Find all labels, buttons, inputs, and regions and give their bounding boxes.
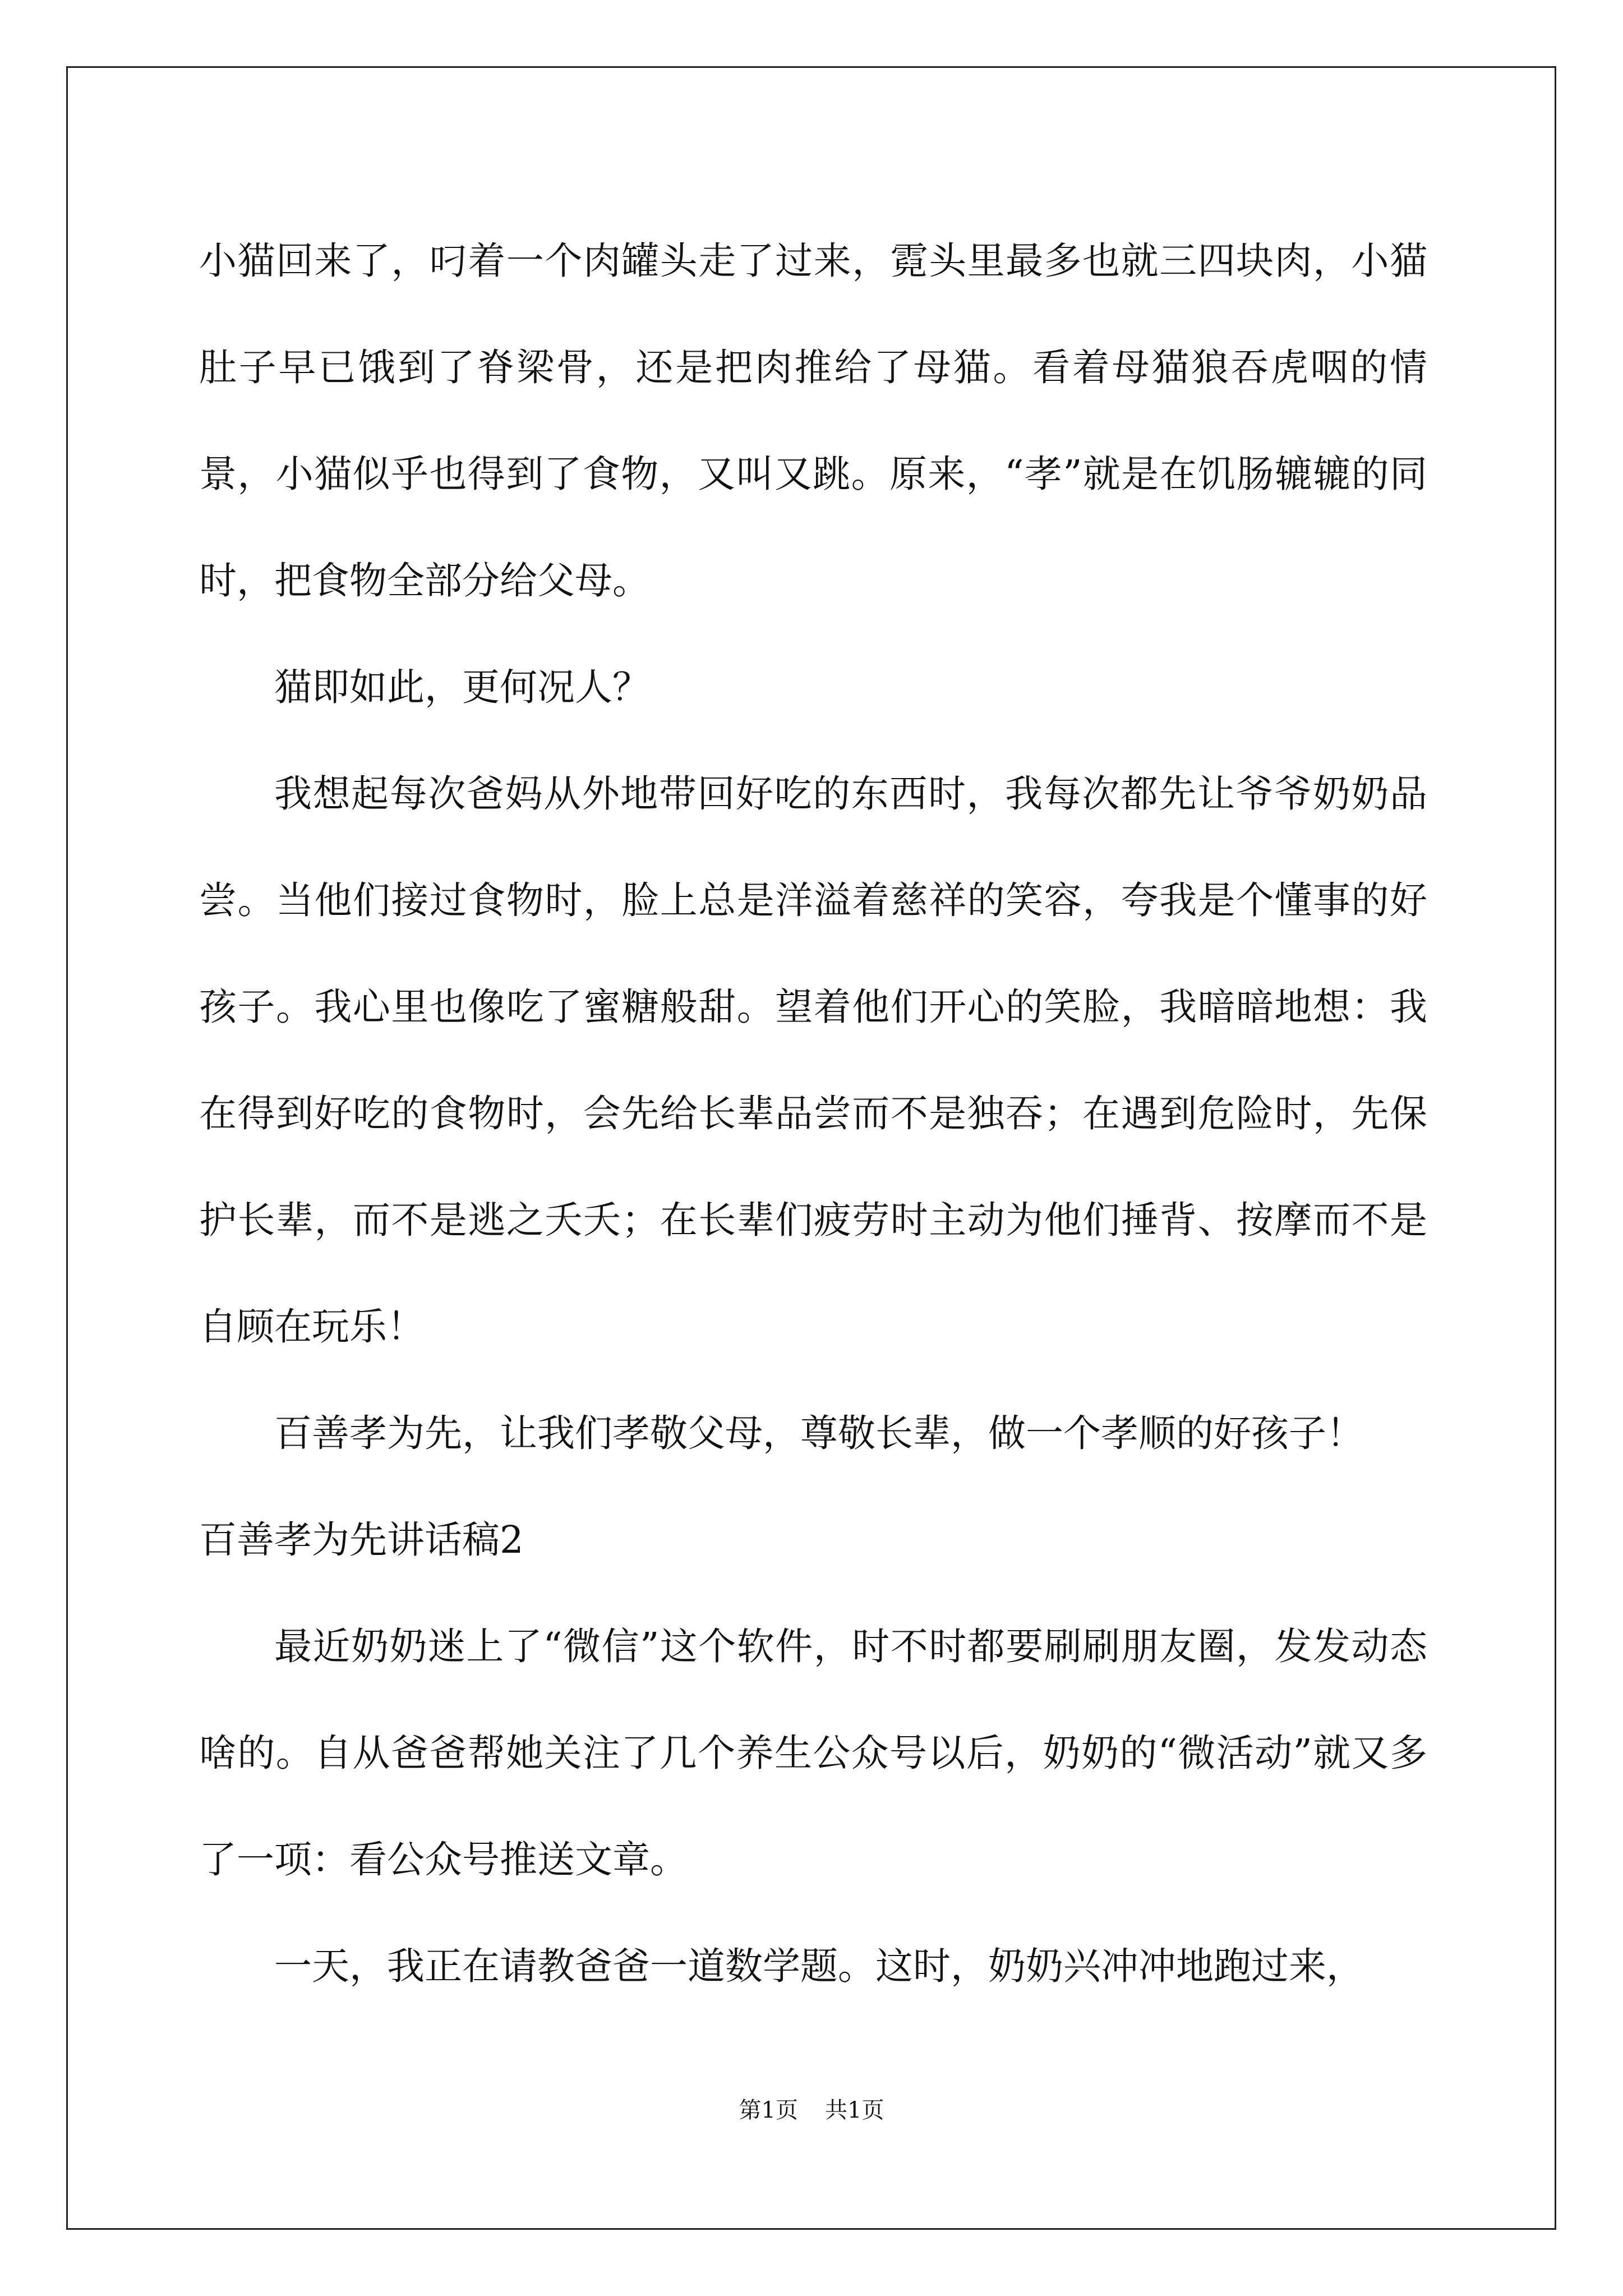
page-number-total: 共1页 (825, 2097, 884, 2123)
paragraph-cat-story: 小猫回来了，叼着一个肉罐头走了过来，霓头里最多也就三四块肉，小猫肚子早已饿到了脊梁骨，还是把肉推给了母猫。看着母猫狼吞虎咽的情景，小猫似乎也得到了食物，又叫又跳。原来，“孝”就是在饥肠辘辘的同时，把食物全部分给父母。 (199, 239, 1427, 602)
paragraph-wechat: 最近奶奶迷上了“微信”这个软件，时不时都要刷刷朋友圈，发发动态啥的。自从爸爸帮她关注了几个养生公众号以后，奶奶的“微活动”就又多了一项：看公众号推送文章。 (199, 1625, 1427, 1881)
page-number-current: 第1页 (739, 2097, 798, 2123)
page-footer (0, 2092, 1623, 2124)
document-body (199, 208, 1427, 2019)
paragraph-conclusion: 百善孝为先，让我们孝敬父母，尊敬长辈，做一个孝顺的好孩子！ (274, 1411, 1364, 1455)
section-heading: 百善孝为先讲话稿2 (199, 1518, 524, 1562)
paragraph-cat-question: 猫即如此，更何况人？ (274, 665, 650, 709)
paragraph-grandparents: 我想起每次爸妈从外地带回好吃的东西时，我每次都先让爷爷奶奶品尝。当他们接过食物时，脸上总是洋溢着慈祥的笑容，夸我是个懂事的好孩子。我心里也像吃了蜜糖般甜。望着他们开心的笑脸，我暗暗地想：我在得到好吃的食物时，会先给长辈品尝而不是独吞；在遇到危险时，先保护长辈，而不是逃之夭夭；在长辈们疲劳时主动为他们捶背、按摩而不是自顾在玩乐！ (199, 772, 1427, 1349)
paragraph-math-question: 一天，我正在请教爸爸一道数学题。这时，奶奶兴冲冲地跑过来， (274, 1944, 1364, 1988)
